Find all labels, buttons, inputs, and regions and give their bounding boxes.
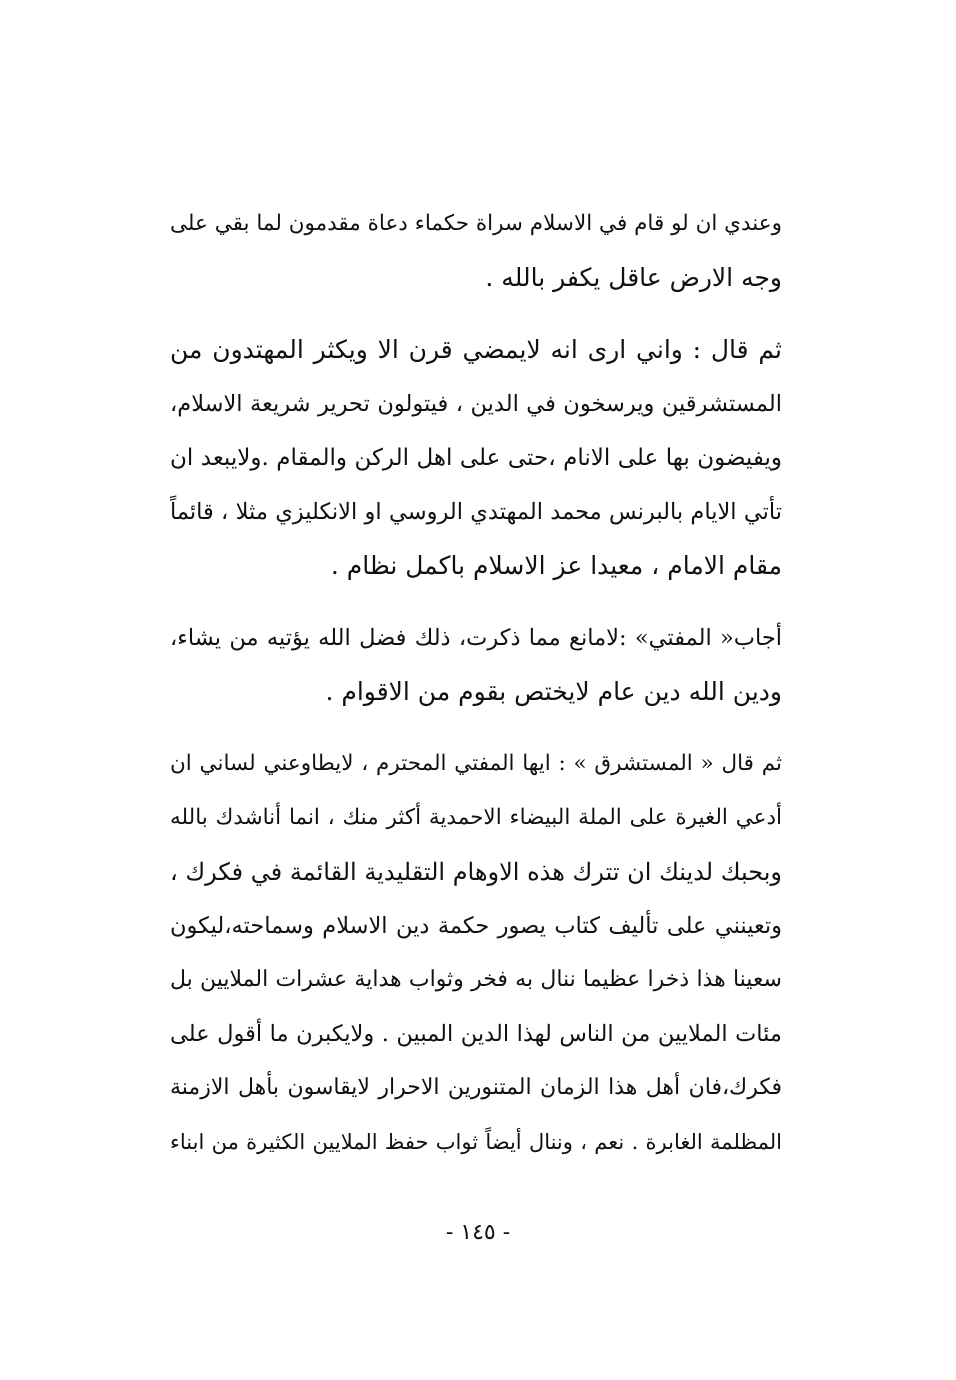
text-line: مقام الامام ، معيدا عز الاسلام باكمل نظام . — [330, 551, 782, 580]
text-line: ثم قال « المستشرق » : ايها المفتي المحترم ، لايطاوعني لساني ان — [170, 751, 782, 776]
paragraph — [170, 737, 782, 1169]
text-line: أجاب« المفتي» :لامانع مما ذكرت، ذلك فضل الله يؤتيه من يشاء، — [170, 625, 782, 651]
text-line: أدعي الغيرة على الملة البيضاء الاحمدية أكثر منك ، انما أناشدك بالله — [170, 805, 782, 830]
text-line: ثم قال : واني ارى انه لايمضي قرن الا ويكثر المهتدون من — [170, 335, 782, 364]
page-number: - ١٤٥ - — [445, 1220, 511, 1245]
text-line: المستشرقين ويرسخون في الدين ، فيتولون تحرير شريعة الاسلام، — [170, 391, 782, 417]
text-line: المظلمة الغابرة . نعم ، وننال أيضاً ثواب حفظ الملايين الكثيرة من ابناء — [170, 1130, 782, 1154]
text-line: تأتي الايام بالبرنس محمد المهتدي الروسي او الانكليزي مثلا ، قائماً — [170, 499, 782, 525]
paragraph — [170, 611, 782, 719]
paragraph-spacer — [170, 719, 782, 737]
text-line: وتعينني على تأليف كتاب يصور حكمة دين الاسلام وسماحته،ليكون — [170, 913, 782, 939]
text-line: مئات الملايين من الناس لهذا الدين المبين . ولايكبرن ما أقول على — [170, 1021, 782, 1047]
text-line: سعينا هذا ذخرا عظيما ننال به فخر وثواب هداية عشرات الملايين بل — [170, 967, 782, 992]
text-line: ودين الله دين عام لايختص بقوم من الاقوام . — [325, 677, 782, 706]
body-text — [170, 197, 782, 1169]
paragraph-spacer — [170, 305, 782, 323]
text-line: وبحبك لدينك ان تترك هذه الاوهام التقليدية القائمة في فكرك ، — [170, 858, 782, 886]
text-line: فكرك،فان أهل هذا الزمان المتنورين الاحرار لايقاسون بأهل الازمنة — [170, 1075, 782, 1100]
text-line: ويفيضون بها على الانام ،حتى على اهل الركن والمقام .ولايبعد ان — [170, 445, 782, 471]
paragraph — [170, 323, 782, 593]
text-line: وعندي ان لو قام في الاسلام سراة حكماء دعاة مقدمون لما بقي على — [170, 211, 782, 236]
text-line: وجه الارض عاقل يكفر بالله . — [485, 263, 782, 292]
paragraph-spacer — [170, 593, 782, 611]
paragraph — [170, 197, 782, 305]
